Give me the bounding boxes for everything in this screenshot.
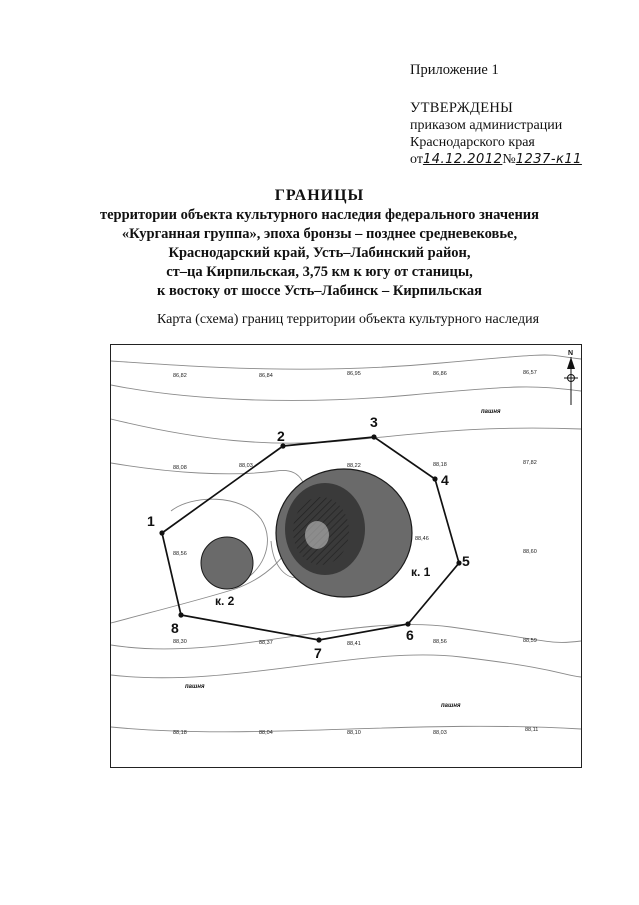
title-line-4: ст–ца Кирпильская, 3,75 км к югу от станицы,: [166, 264, 473, 280]
point-label-7: 7: [314, 645, 322, 661]
number-sign: №: [502, 152, 516, 167]
handwritten-date: 14.12.2012: [422, 152, 503, 167]
elevation-mark: 88,41: [347, 641, 361, 647]
point-label-8: 8: [171, 620, 179, 636]
elevation-mark: 88,10: [347, 730, 361, 736]
elevation-mark: 86,57: [523, 370, 537, 376]
elevation-mark: 88,56: [433, 639, 447, 645]
vertex-marker: [371, 434, 376, 439]
elevation-mark: 88,37: [259, 640, 273, 646]
elevation-mark: 88,22: [347, 463, 361, 469]
elevation-mark: 88,08: [173, 465, 187, 471]
point-label-5: 5: [462, 553, 470, 569]
elevation-mark: 87,82: [523, 460, 537, 466]
mound-label-k1: к. 1: [411, 565, 431, 579]
boundary-map: [110, 344, 582, 768]
elevation-mark: 86,95: [347, 371, 361, 377]
point-label-4: 4: [441, 472, 449, 488]
title-line-5: к востоку от шоссе Усть–Лабинск – Кирпильская: [157, 283, 482, 299]
contour-line: [111, 655, 581, 678]
contour-line: [111, 624, 581, 648]
elevation-mark: 88,46: [415, 536, 429, 542]
elevation-mark: 86,82: [173, 373, 187, 379]
vertex-marker: [178, 612, 183, 617]
vertex-marker: [432, 476, 437, 481]
point-label-1: 1: [147, 513, 155, 529]
vertex-marker: [316, 637, 321, 642]
point-label-6: 6: [406, 627, 414, 643]
map-caption: Карта (схема) границ территории объекта культурного наследия: [156, 312, 540, 327]
mound-k2: [201, 537, 253, 589]
order-line-2: Краснодарского края: [410, 135, 535, 150]
point-label-3: 3: [370, 414, 378, 430]
north-arrow-head: [567, 357, 575, 369]
title-line-2: «Курганная группа», эпоха бронзы – позднее средневековье,: [121, 226, 518, 242]
elevation-mark: 88,03: [433, 730, 447, 736]
approval-block: [410, 62, 582, 168]
elevation-mark: 88,03: [239, 463, 253, 469]
vertex-marker: [456, 560, 461, 565]
elevation-mark: 86,84: [259, 373, 273, 379]
elevation-mark: 88,11: [525, 727, 539, 733]
mound-label-k2: к. 2: [215, 594, 235, 608]
order-line-1: приказом администрации: [410, 118, 563, 133]
vertex-marker: [280, 443, 285, 448]
vertex-marker: [159, 530, 164, 535]
elevation-mark: 88,18: [433, 462, 447, 468]
approved-heading: УТВЕРЖДЕНЫ: [410, 100, 514, 116]
elevation-mark: 88,60: [523, 549, 537, 555]
mound-k1: [276, 469, 412, 597]
title-heading: ГРАНИЦЫ: [274, 187, 365, 204]
land-label-pashnya: пашня: [441, 703, 461, 709]
point-label-2: 2: [277, 428, 285, 444]
north-label: N: [568, 350, 574, 357]
elevation-mark: 88,59: [523, 638, 537, 644]
date-prefix: от: [410, 152, 423, 167]
handwritten-number: 1237-к11: [515, 152, 582, 167]
contour-line: [111, 355, 581, 369]
mound-k1-center: [305, 521, 329, 549]
land-label-pashnya: пашня: [185, 684, 205, 690]
elevation-mark: 88,30: [173, 639, 187, 645]
title-line-1: территории объекта культурного наследия федерального значения: [99, 207, 539, 223]
title-line-3: Краснодарский край, Усть–Лабинский район,: [168, 245, 471, 261]
contour-line: [111, 385, 581, 400]
map-canvas: [111, 345, 581, 767]
document-title: [0, 186, 639, 301]
date-number-line: [410, 151, 582, 168]
land-label-pashnya: пашня: [481, 409, 501, 415]
vertex-marker: [405, 621, 410, 626]
attachment-label: Приложение 1: [410, 62, 499, 78]
elevation-mark: 88,04: [259, 730, 273, 736]
elevation-mark: 86,86: [433, 371, 447, 377]
elevation-mark: 88,56: [173, 551, 187, 557]
elevation-mark: 88,18: [173, 730, 187, 736]
